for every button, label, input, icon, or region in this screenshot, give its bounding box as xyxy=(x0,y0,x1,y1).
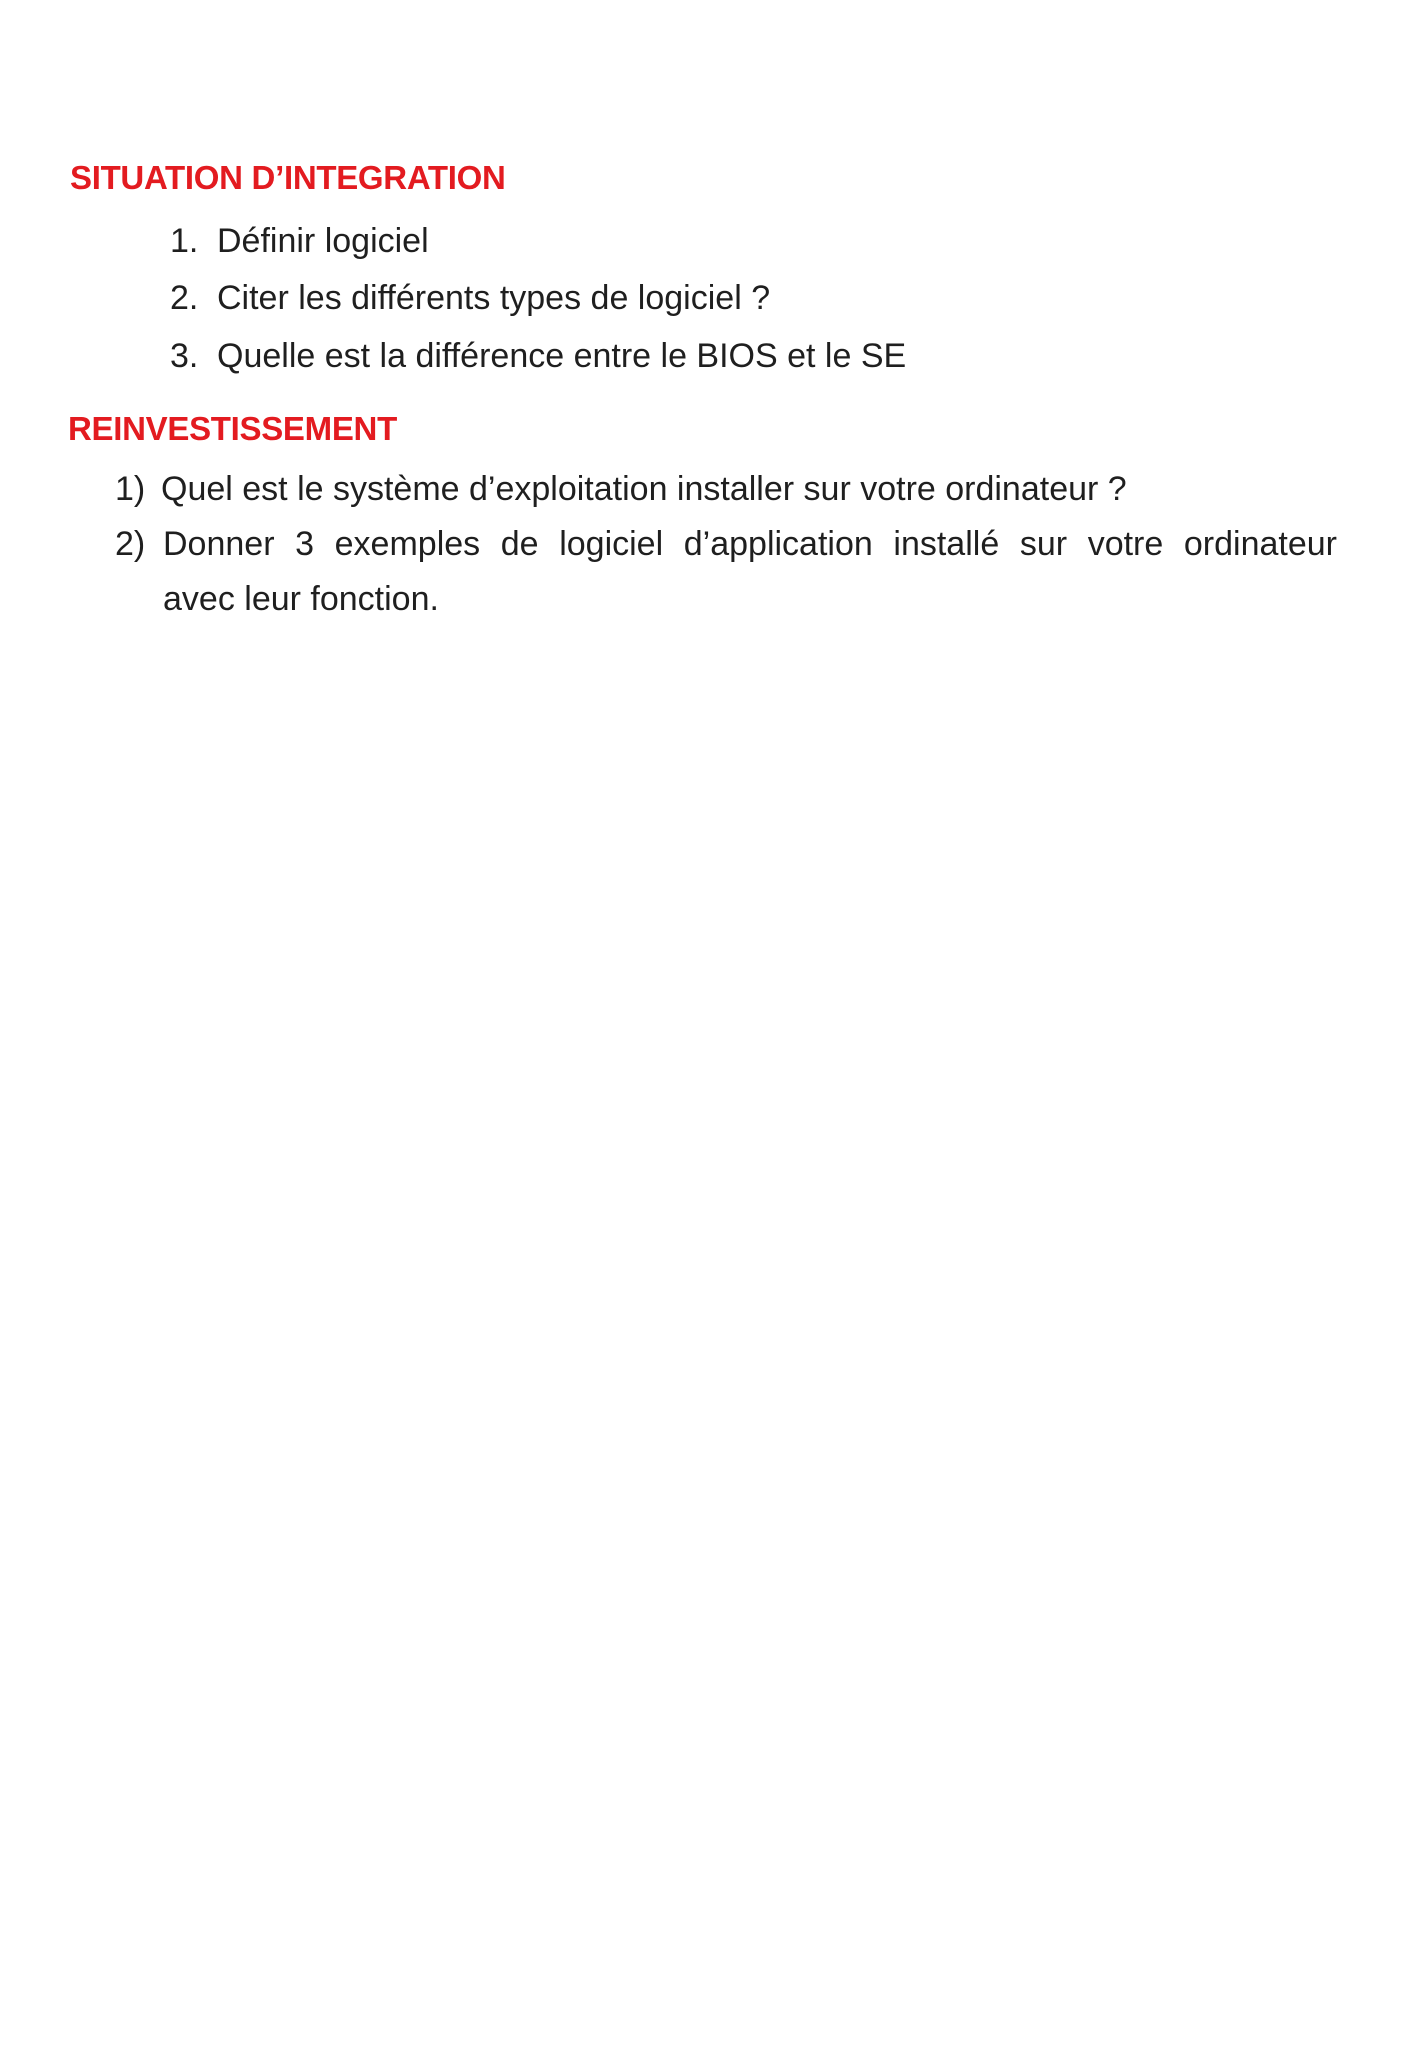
list-item-text: Citer les différents types de logiciel ? xyxy=(217,279,771,317)
list-item-text: Définir logiciel xyxy=(217,222,429,260)
list-item xyxy=(170,336,906,377)
list-item-text-line2: avec leur fonction. xyxy=(163,580,439,618)
list-item xyxy=(170,221,429,262)
list-item-text: Quel est le système d’exploitation installer sur votre ordinateur ? xyxy=(161,470,1127,508)
list-item-number-wrap xyxy=(115,524,161,565)
list-item-number: 1) xyxy=(115,470,146,508)
list-item-number: 2) xyxy=(115,525,146,563)
list-item-text-line1: Donner 3 exemples de logiciel d’application installé sur votre ordinateur xyxy=(163,525,1337,563)
section-heading-reinvestissement: REINVESTISSEMENT xyxy=(68,410,397,447)
list-item xyxy=(115,469,1127,510)
list-item-number: 3. xyxy=(170,337,199,375)
list-item-number: 2. xyxy=(170,279,199,317)
list-item-number: 1. xyxy=(170,222,199,260)
section-heading-situation-integration: SITUATION D’INTEGRATION xyxy=(70,159,506,196)
list-item xyxy=(170,278,770,319)
list-item-text: Quelle est la différence entre le BIOS et le SE xyxy=(217,337,907,375)
